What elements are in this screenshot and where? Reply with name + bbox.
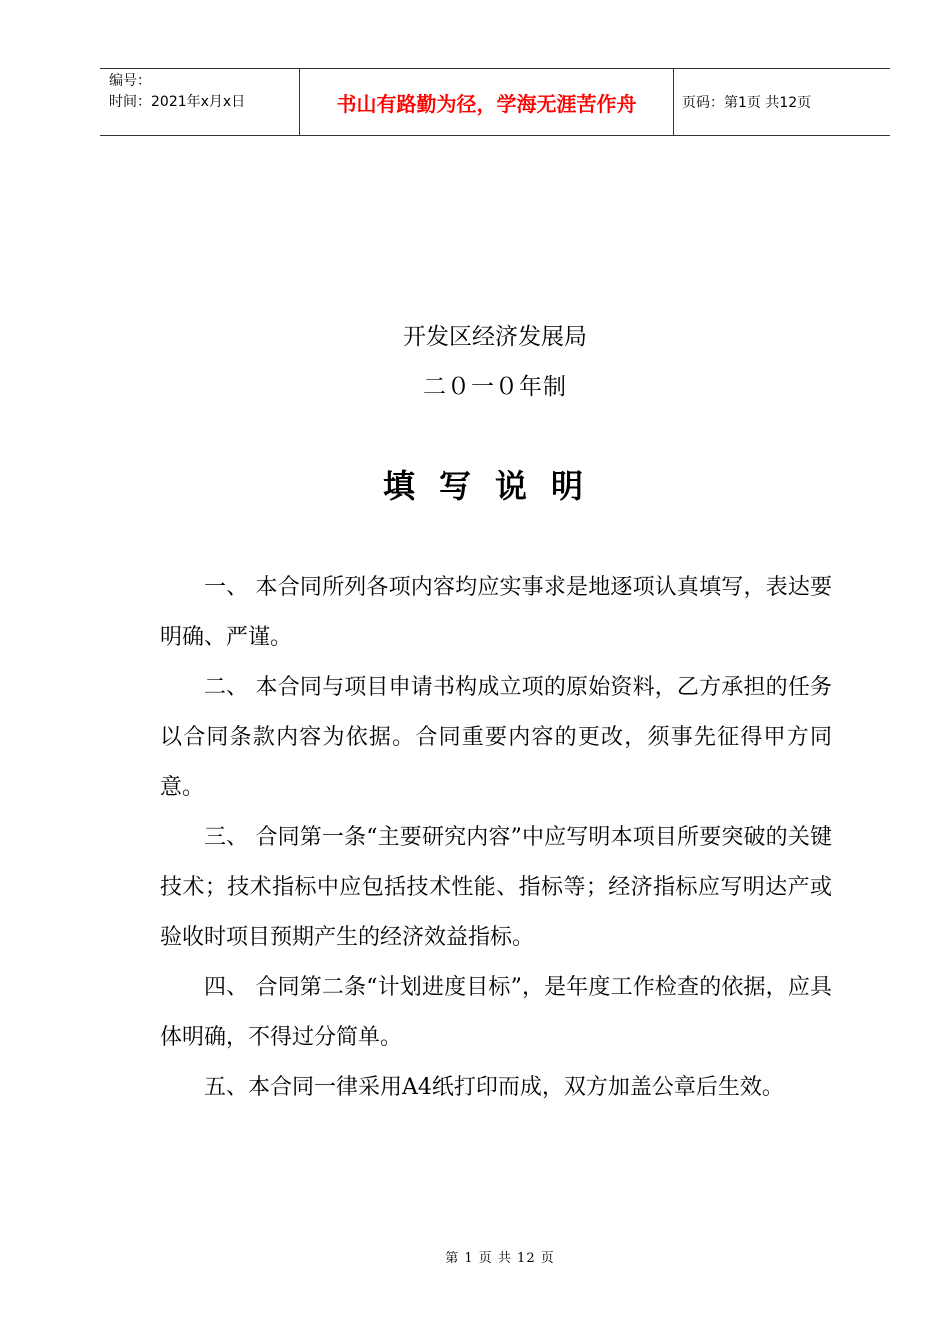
instruction-paragraph: 二、 本合同与项目申请书构成立项的原始资料，乙方承担的任务以合同条款内容为依据。合同重要内容的更改，须事先征得甲方同意。 — [160, 675, 832, 800]
header-motto: 书山有路勤为径，学海无涯苦作舟 — [300, 69, 674, 135]
instruction-paragraph: 五、本合同一律采用A4纸打印而成，双方加盖公章后生效。 — [204, 1075, 784, 1100]
instructions-body — [160, 563, 832, 1113]
instruction-paragraph: 一、 本合同所列各项内容均应实事求是地逐项认真填写，表达要明确、严谨。 — [160, 575, 832, 650]
serial-label: 编号： — [109, 73, 151, 89]
instruction-paragraph: 三、 合同第一条“主要研究内容”中应写明本项目所要突破的关键技术；技术指标中应包括技术性能、指标等；经济指标应写明达产或验收时项目预期产生的经济效益指标。 — [160, 825, 832, 950]
header-page-info: 页码：第1页 共12页 — [682, 95, 812, 111]
issue-year: 二０一０年制 — [423, 374, 567, 400]
organization-name: 开发区经济发展局 — [403, 324, 587, 350]
time-label: 时间：2021年x月x日 — [109, 94, 246, 110]
header-meta — [100, 69, 300, 135]
page-title: 填写说明 — [382, 467, 607, 505]
instruction-paragraph: 四、 合同第二条“计划进度目标”，是年度工作检查的依据，应具体明确，不得过分简单。 — [160, 975, 832, 1050]
page-header — [100, 68, 890, 136]
page-footer: 第 1 页 共 12 页 — [445, 1251, 555, 1266]
